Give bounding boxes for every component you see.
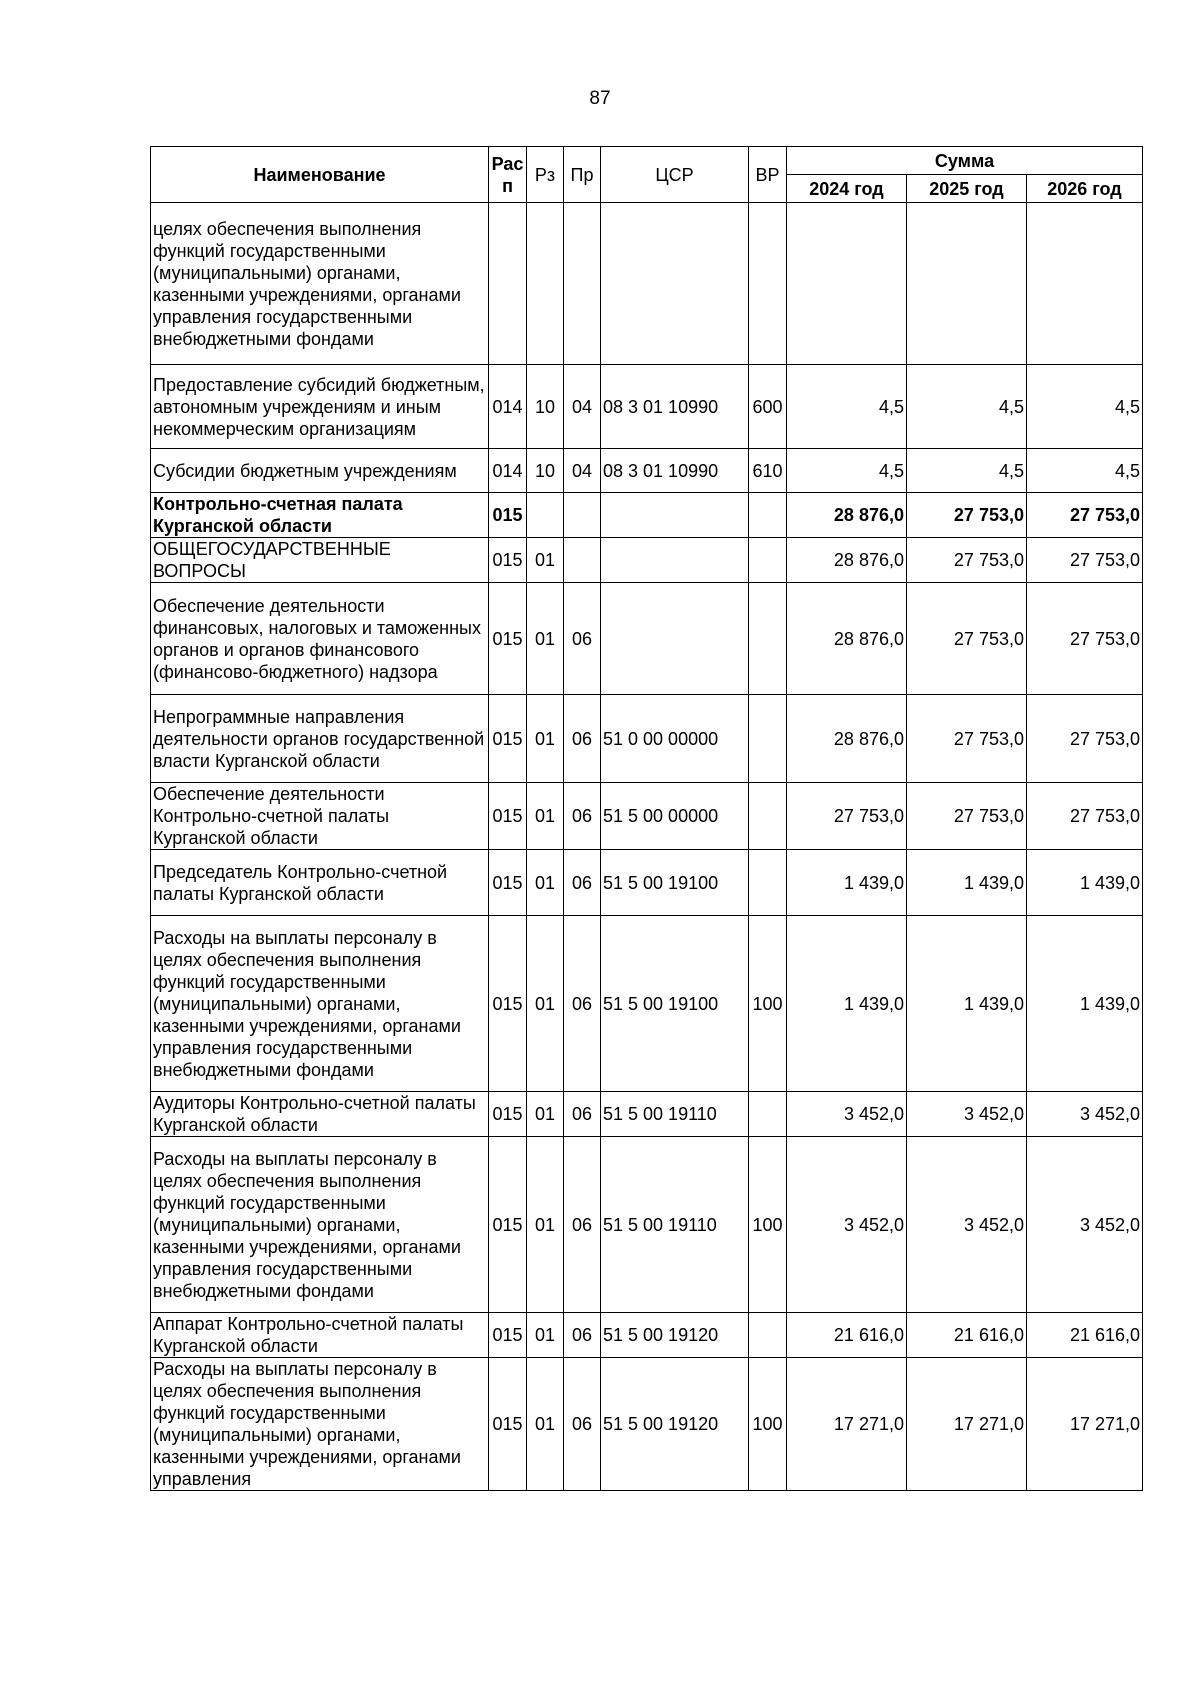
cell-2025: 3 452,0 xyxy=(907,1092,1027,1137)
cell-pr: 06 xyxy=(564,695,601,783)
cell-rz: 01 xyxy=(527,850,564,916)
cell-csr: 51 0 00 00000 xyxy=(601,695,749,783)
cell-pr xyxy=(564,493,601,538)
cell-2026: 21 616,0 xyxy=(1027,1313,1143,1358)
cell-vr: 100 xyxy=(749,1358,787,1491)
cell-2024: 4,5 xyxy=(787,365,907,449)
cell-2025: 27 753,0 xyxy=(907,695,1027,783)
table-row xyxy=(151,203,1143,365)
cell-rasp: 015 xyxy=(489,916,527,1092)
cell-rz: 01 xyxy=(527,1313,564,1358)
cell-2026: 17 271,0 xyxy=(1027,1358,1143,1491)
cell-2024: 21 616,0 xyxy=(787,1313,907,1358)
table-row xyxy=(151,1137,1143,1313)
cell-rz: 10 xyxy=(527,449,564,493)
cell-pr: 06 xyxy=(564,1092,601,1137)
cell-rasp: 015 xyxy=(489,850,527,916)
cell-rz: 01 xyxy=(527,583,564,695)
cell-csr xyxy=(601,203,749,365)
cell-pr: 04 xyxy=(564,449,601,493)
cell-csr: 51 5 00 19110 xyxy=(601,1092,749,1137)
table-row xyxy=(151,493,1143,538)
cell-vr xyxy=(749,850,787,916)
table-row xyxy=(151,1358,1143,1491)
cell-rz: 01 xyxy=(527,1137,564,1313)
header-rasp: Рас п xyxy=(489,147,527,203)
cell-2026: 1 439,0 xyxy=(1027,850,1143,916)
cell-vr: 100 xyxy=(749,1137,787,1313)
cell-name: Контрольно-счетная палата Курганской области xyxy=(151,493,489,538)
cell-2025: 3 452,0 xyxy=(907,1137,1027,1313)
table-row xyxy=(151,783,1143,850)
header-pr: Пр xyxy=(564,147,601,203)
cell-rz: 01 xyxy=(527,1358,564,1491)
cell-2024: 17 271,0 xyxy=(787,1358,907,1491)
cell-rz xyxy=(527,203,564,365)
cell-rz: 10 xyxy=(527,365,564,449)
cell-2025: 27 753,0 xyxy=(907,583,1027,695)
cell-2026: 27 753,0 xyxy=(1027,493,1143,538)
cell-vr xyxy=(749,1092,787,1137)
header-name: Наименование xyxy=(151,147,489,203)
cell-rasp: 015 xyxy=(489,538,527,583)
cell-rz: 01 xyxy=(527,1092,564,1137)
cell-name: Обеспечение деятельности Контрольно-счетной палаты Курганской области xyxy=(151,783,489,850)
cell-name: Обеспечение деятельности финансовых, налоговых и таможенных органов и органов финансового (финансово-бюджетного) надзора xyxy=(151,583,489,695)
cell-2026: 4,5 xyxy=(1027,449,1143,493)
cell-rasp: 014 xyxy=(489,449,527,493)
cell-2024: 28 876,0 xyxy=(787,695,907,783)
cell-name: Председатель Контрольно-счетной палаты Курганской области xyxy=(151,850,489,916)
table-row xyxy=(151,449,1143,493)
cell-2026: 3 452,0 xyxy=(1027,1092,1143,1137)
cell-csr xyxy=(601,493,749,538)
cell-vr xyxy=(749,583,787,695)
cell-2024: 27 753,0 xyxy=(787,783,907,850)
cell-rasp: 015 xyxy=(489,1092,527,1137)
cell-rasp: 015 xyxy=(489,1358,527,1491)
header-csr: ЦСР xyxy=(601,147,749,203)
cell-vr xyxy=(749,783,787,850)
cell-pr: 06 xyxy=(564,583,601,695)
cell-2025: 4,5 xyxy=(907,449,1027,493)
cell-2024 xyxy=(787,203,907,365)
cell-pr xyxy=(564,538,601,583)
cell-csr: 51 5 00 19100 xyxy=(601,916,749,1092)
cell-2024: 4,5 xyxy=(787,449,907,493)
cell-csr: 51 5 00 19100 xyxy=(601,850,749,916)
cell-2025: 1 439,0 xyxy=(907,850,1027,916)
cell-csr: 51 5 00 19110 xyxy=(601,1137,749,1313)
cell-name: Непрограммные направления деятельности органов государственной власти Курганской области xyxy=(151,695,489,783)
page-number: 87 xyxy=(589,88,611,109)
cell-2025 xyxy=(907,203,1027,365)
cell-2026: 27 753,0 xyxy=(1027,783,1143,850)
cell-2024: 28 876,0 xyxy=(787,538,907,583)
cell-name: Расходы на выплаты персоналу в целях обеспечения выполнения функций государственными (муниципальными) органами, казенными учреждениями, органами управления государственными внебюджетными фондами xyxy=(151,916,489,1092)
cell-csr xyxy=(601,583,749,695)
cell-name: Аппарат Контрольно-счетной палаты Курганской области xyxy=(151,1313,489,1358)
cell-rasp: 015 xyxy=(489,493,527,538)
cell-name: Аудиторы Контрольно-счетной палаты Курганской области xyxy=(151,1092,489,1137)
cell-pr: 06 xyxy=(564,1137,601,1313)
table-row xyxy=(151,1313,1143,1358)
cell-2024: 1 439,0 xyxy=(787,916,907,1092)
cell-csr: 08 3 01 10990 xyxy=(601,449,749,493)
cell-vr: 600 xyxy=(749,365,787,449)
cell-vr xyxy=(749,493,787,538)
cell-2026: 3 452,0 xyxy=(1027,1137,1143,1313)
table-row xyxy=(151,850,1143,916)
cell-rz: 01 xyxy=(527,916,564,1092)
table-row xyxy=(151,695,1143,783)
cell-rz: 01 xyxy=(527,538,564,583)
cell-name: Субсидии бюджетным учреждениям xyxy=(151,449,489,493)
header-rz: Рз xyxy=(527,147,564,203)
cell-vr xyxy=(749,695,787,783)
cell-2025: 27 753,0 xyxy=(907,783,1027,850)
cell-name: Предоставление субсидий бюджетным, автономным учреждениям и иным некоммерческим организациям xyxy=(151,365,489,449)
table-row xyxy=(151,583,1143,695)
cell-pr: 06 xyxy=(564,1358,601,1491)
cell-2024: 3 452,0 xyxy=(787,1092,907,1137)
cell-csr: 51 5 00 00000 xyxy=(601,783,749,850)
cell-pr: 06 xyxy=(564,850,601,916)
cell-pr xyxy=(564,203,601,365)
cell-2026: 27 753,0 xyxy=(1027,695,1143,783)
cell-rasp xyxy=(489,203,527,365)
cell-2026: 27 753,0 xyxy=(1027,583,1143,695)
cell-pr: 06 xyxy=(564,916,601,1092)
cell-2025: 4,5 xyxy=(907,365,1027,449)
cell-vr: 610 xyxy=(749,449,787,493)
cell-name: целях обеспечения выполнения функций государственными (муниципальными) органами, казенными учреждениями, органами управления государственными внебюджетными фондами xyxy=(151,203,489,365)
cell-name: ОБЩЕГОСУДАРСТВЕННЫЕ ВОПРОСЫ xyxy=(151,538,489,583)
header-year-2024: 2024 год xyxy=(787,175,907,203)
cell-2026 xyxy=(1027,203,1143,365)
cell-rz: 01 xyxy=(527,695,564,783)
table-row xyxy=(151,916,1143,1092)
cell-rasp: 015 xyxy=(489,583,527,695)
cell-csr: 51 5 00 19120 xyxy=(601,1313,749,1358)
cell-rz xyxy=(527,493,564,538)
cell-2024: 3 452,0 xyxy=(787,1137,907,1313)
cell-rz: 01 xyxy=(527,783,564,850)
cell-vr xyxy=(749,538,787,583)
table-row xyxy=(151,365,1143,449)
cell-2024: 1 439,0 xyxy=(787,850,907,916)
cell-pr: 06 xyxy=(564,783,601,850)
cell-2025: 27 753,0 xyxy=(907,493,1027,538)
header-sum: Сумма xyxy=(787,147,1143,175)
cell-rasp: 015 xyxy=(489,1313,527,1358)
cell-rasp: 014 xyxy=(489,365,527,449)
budget-table xyxy=(150,146,1143,1491)
cell-name: Расходы на выплаты персоналу в целях обеспечения выполнения функций государственными (муниципальными) органами, казенными учреждениями, органами управления государственными внебюджетными фондами xyxy=(151,1137,489,1313)
cell-2026: 1 439,0 xyxy=(1027,916,1143,1092)
cell-rasp: 015 xyxy=(489,783,527,850)
cell-2026: 4,5 xyxy=(1027,365,1143,449)
cell-rasp: 015 xyxy=(489,1137,527,1313)
cell-2025: 27 753,0 xyxy=(907,538,1027,583)
cell-2026: 27 753,0 xyxy=(1027,538,1143,583)
table-body xyxy=(151,203,1143,1491)
table-row xyxy=(151,538,1143,583)
cell-vr xyxy=(749,1313,787,1358)
table-row xyxy=(151,1092,1143,1137)
cell-2025: 21 616,0 xyxy=(907,1313,1027,1358)
cell-vr: 100 xyxy=(749,916,787,1092)
cell-2024: 28 876,0 xyxy=(787,493,907,538)
header-vr: ВР xyxy=(749,147,787,203)
cell-csr: 51 5 00 19120 xyxy=(601,1358,749,1491)
cell-vr xyxy=(749,203,787,365)
header-year-2026: 2026 год xyxy=(1027,175,1143,203)
cell-2024: 28 876,0 xyxy=(787,583,907,695)
cell-csr xyxy=(601,538,749,583)
cell-csr: 08 3 01 10990 xyxy=(601,365,749,449)
header-year-2025: 2025 год xyxy=(907,175,1027,203)
cell-2025: 1 439,0 xyxy=(907,916,1027,1092)
cell-rasp: 015 xyxy=(489,695,527,783)
cell-pr: 06 xyxy=(564,1313,601,1358)
cell-2025: 17 271,0 xyxy=(907,1358,1027,1491)
cell-name: Расходы на выплаты персоналу в целях обеспечения выполнения функций государственными (муниципальными) органами, казенными учреждениями, органами управления xyxy=(151,1358,489,1491)
cell-pr: 04 xyxy=(564,365,601,449)
